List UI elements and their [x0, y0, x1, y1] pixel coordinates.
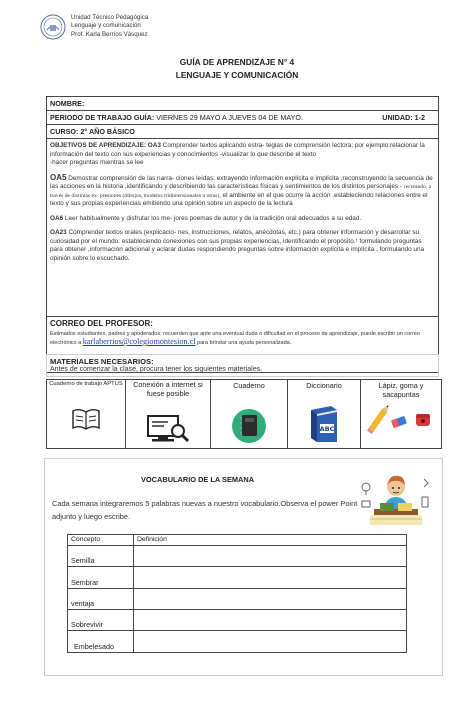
notebook-icon	[231, 408, 267, 444]
vocabulary-row	[68, 610, 406, 631]
oa23-code: OA23	[50, 229, 67, 236]
computer-search-icon	[146, 414, 190, 444]
oa23-paragraph	[50, 229, 435, 263]
material-label: Cuaderno de trabajo APTUS	[49, 381, 123, 387]
oa6-text: Leer habitualmente y disfrutar los me- jores poemas de autor y de la tradición oral adecuados a su edad.	[64, 214, 362, 222]
material-label: Cuaderno	[233, 381, 265, 390]
school-logo-icon	[40, 14, 66, 40]
periodo-label: PERIODO DE TRABAJO GUÍA:	[50, 113, 155, 122]
vocabulary-header-row	[68, 535, 406, 546]
definition-cell[interactable]	[134, 567, 406, 587]
oa5-text-b: recreando, a través de distintas ex- presiones (dibujos, modelos tridimensionales u otras),	[50, 184, 432, 199]
oa5-text-a: Demostrar comprensión de las narra- ciones leídas: extrayendo información explícita e implícita ,reconstruyendo la secuencia de las acciones en la historia ,identificando y describiendo las características físicas y sentimientos de los distintos personajes -	[50, 174, 433, 190]
material-label: Diccionario	[306, 381, 342, 390]
material-item	[211, 380, 288, 448]
definition-header: Definición	[137, 536, 167, 543]
concept-cell: Semilla	[68, 546, 134, 566]
oa3-extra: -hacer preguntas mientras se lee	[50, 159, 144, 166]
vocabulary-row	[68, 631, 406, 652]
oa5-text-c: el ambiente en el que ocurre la acción .estableciendo relaciones entre el texto y sus propias experiencias emitiendo una opinión sobre un aspecto de la lectura	[50, 191, 428, 207]
vocabulary-section	[44, 458, 443, 676]
dictionary-icon	[307, 404, 341, 444]
professor-title: CORREO DEL PROFESOR:	[50, 319, 153, 328]
oa5-paragraph	[50, 174, 435, 209]
definition-cell[interactable]	[134, 546, 406, 566]
oa3-code: OA3	[147, 142, 161, 149]
materials-subtitle: Antes de comenzar la clase, procura tener los siguientes materiales.	[50, 366, 263, 373]
institution-line: Prof. Karla Berríos Vásquez	[71, 30, 148, 38]
oa23-text: Comprender textos orales (explicacio- nes, instrucciones, relatos, anécdotas, etc.) para obtener información y desarrollar su curiosidad por el mundo: estableciendo conexiones con sus propias experiencias, identificando el propósito.¹ formulando preguntas para obtener ,información adicional y aclarar dudas respondiendo preguntas sobre información explícita e implícita , formulando una opinión sobre lo escuchado.	[50, 229, 425, 262]
concept-header: Concepto	[68, 535, 134, 545]
title-line-1: GUÍA DE APRENDIZAJE N° 4	[179, 57, 295, 67]
concept-cell: Sembrar	[68, 567, 134, 587]
unidad-label: UNIDAD: 1-2	[382, 113, 425, 122]
student-studying-icon	[360, 469, 432, 527]
svg-text:ABC: ABC	[319, 425, 335, 433]
oa3-text: Comprender textos aplicando estra- tegias de comprensión lectora; por ejemplo:relacionar la información del texto con sus experiencias y conocimientos -visualizar lo que describe el texto	[50, 142, 425, 158]
institution-line: Unidad Técnico Pedagógica	[71, 14, 149, 21]
open-book-icon	[71, 408, 101, 430]
material-item	[361, 380, 441, 448]
periodo-row	[47, 111, 438, 125]
concept-cell: ventaja	[68, 589, 134, 609]
professor-email-link[interactable]: karlaberrios@colegiomontesion.cl	[82, 337, 196, 346]
curso-label: CURSO: 2° AÑO BÁSICO	[50, 127, 135, 136]
material-label: Lápiz, goma y sacapuntas	[378, 381, 424, 399]
vocabulary-row	[68, 589, 406, 610]
oa3-paragraph	[50, 142, 435, 168]
institution-line: Lenguaje y comunicación	[71, 22, 141, 30]
professor-text	[50, 330, 435, 347]
concept-cell: Embelesado	[68, 631, 134, 652]
curso-row	[47, 125, 438, 139]
definition-cell[interactable]	[134, 589, 406, 609]
nombre-label: NOMBRE:	[50, 99, 85, 108]
materials-title: MATERIALES NECESARIOS:	[50, 357, 154, 366]
periodo-value: VIERNES 29 MAYO A JUEVES 04 DE MAYO.	[156, 113, 303, 122]
professor-text-a: Estimados estudiantes, padres y apoderados: recuerden que ante una eventual duda o dificultad en el proceso de aprendizaje, puede escribir un correo electrónico a	[50, 331, 420, 346]
concept-cell: Sobrevivir	[68, 610, 134, 630]
professor-text-b: para brindar una ayuda personalizada.	[197, 340, 292, 346]
nombre-row	[47, 97, 438, 111]
objectives-section	[47, 139, 438, 317]
vocabulary-table	[67, 534, 407, 653]
material-item	[288, 380, 361, 448]
pencil-eraser-icon	[366, 404, 436, 434]
info-table	[46, 96, 439, 373]
oa6-code: OA6	[50, 214, 64, 222]
vocabulary-row	[68, 567, 406, 588]
materials-table	[46, 379, 442, 449]
oa6-paragraph	[50, 215, 435, 224]
materials-header	[46, 354, 439, 377]
vocabulary-row	[68, 546, 406, 567]
material-label: Conexión a internet si fuese posible	[133, 380, 203, 398]
vocabulary-title: VOCABULARIO DE LA SEMANA	[141, 475, 255, 484]
definition-cell[interactable]	[134, 610, 406, 630]
oa5-code: OA5	[50, 172, 67, 182]
definition-cell[interactable]	[134, 631, 406, 652]
material-item	[47, 380, 126, 448]
vocabulary-instructions: Cada semana integraremos 5 palabras nuevas a nuestro vocabulario.Observa el power Point adjunto y luego escribe.	[52, 499, 358, 521]
title-line-2: LENGUAJE Y COMUNICACIÓN	[175, 70, 299, 80]
objectives-label: OBJETIVOS DE APRENDIZAJE:	[50, 142, 146, 149]
institution-info	[71, 14, 148, 39]
material-item	[126, 380, 211, 448]
page-header	[40, 14, 148, 40]
document-title	[0, 56, 474, 82]
